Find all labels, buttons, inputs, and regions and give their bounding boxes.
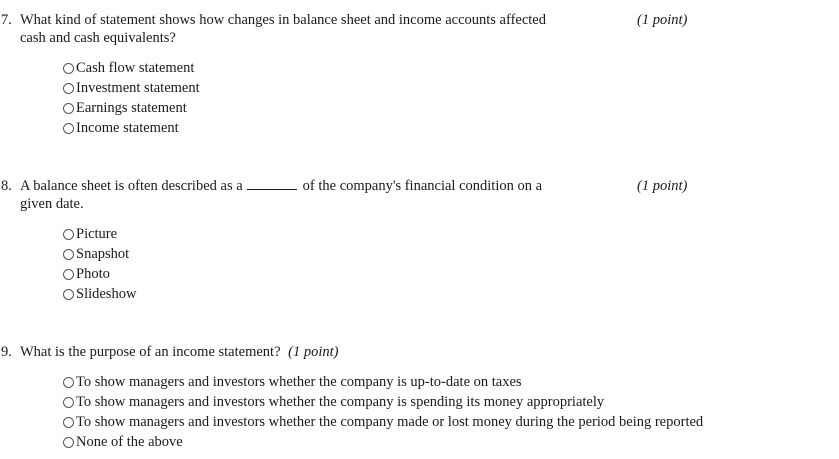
option-label: None of the above xyxy=(76,434,183,450)
question-text-before-blank: A balance sheet is often described as a xyxy=(20,178,243,194)
answer-option[interactable] xyxy=(63,78,200,98)
option-label: Picture xyxy=(76,226,118,242)
question-text xyxy=(20,343,338,361)
points-label: (1 point) xyxy=(637,178,688,194)
question-text-after-blank: of the company's financial condition on a xyxy=(302,178,543,194)
answer-option[interactable] xyxy=(63,264,110,284)
radio-button-icon[interactable] xyxy=(63,123,74,134)
option-label: To show managers and investors whether the company is spending its money appropriately xyxy=(76,394,605,410)
radio-button-icon[interactable] xyxy=(63,249,74,260)
answer-option[interactable] xyxy=(63,432,183,452)
radio-button-icon[interactable] xyxy=(63,377,74,388)
answer-option[interactable] xyxy=(63,98,187,118)
option-label: Earnings statement xyxy=(76,100,187,116)
radio-button-icon[interactable] xyxy=(63,63,74,74)
radio-button-icon[interactable] xyxy=(63,417,74,428)
option-label: To show managers and investors whether the company made or lost money during the period being reported xyxy=(76,414,704,430)
radio-button-icon[interactable] xyxy=(63,289,74,300)
option-label: To show managers and investors whether the company is up-to-date on taxes xyxy=(76,374,522,390)
answer-option[interactable] xyxy=(63,58,194,78)
radio-button-icon[interactable] xyxy=(63,397,74,408)
points-label: (1 point) xyxy=(288,344,339,360)
radio-button-icon[interactable] xyxy=(63,229,74,240)
option-label: Income statement xyxy=(76,120,179,136)
question-text-line1: What kind of statement shows how changes in balance sheet and income accounts affected xyxy=(20,12,546,28)
answer-option[interactable] xyxy=(63,224,117,244)
answer-option[interactable] xyxy=(63,244,129,264)
answer-option[interactable] xyxy=(63,284,136,304)
question-text-main: What is the purpose of an income statement? xyxy=(20,344,281,360)
question-number: 7. xyxy=(1,12,12,28)
question-text-line1 xyxy=(20,177,542,195)
radio-button-icon[interactable] xyxy=(63,437,74,448)
option-label: Cash flow statement xyxy=(76,60,195,76)
option-label: Photo xyxy=(76,266,110,282)
radio-button-icon[interactable] xyxy=(63,103,74,114)
radio-button-icon[interactable] xyxy=(63,83,74,94)
answer-option[interactable] xyxy=(63,412,703,432)
answer-option[interactable] xyxy=(63,372,522,392)
radio-button-icon[interactable] xyxy=(63,269,74,280)
question-text-line2: given date. xyxy=(20,196,84,212)
points-label: (1 point) xyxy=(637,12,688,28)
answer-option[interactable] xyxy=(63,118,179,138)
option-label: Snapshot xyxy=(76,246,130,262)
answer-option[interactable] xyxy=(63,392,604,412)
fill-in-blank xyxy=(247,177,297,190)
option-label: Slideshow xyxy=(76,286,137,302)
option-label: Investment statement xyxy=(76,80,200,96)
question-text-line2: cash and cash equivalents? xyxy=(20,30,176,46)
question-number: 9. xyxy=(1,344,12,360)
question-number: 8. xyxy=(1,178,12,194)
